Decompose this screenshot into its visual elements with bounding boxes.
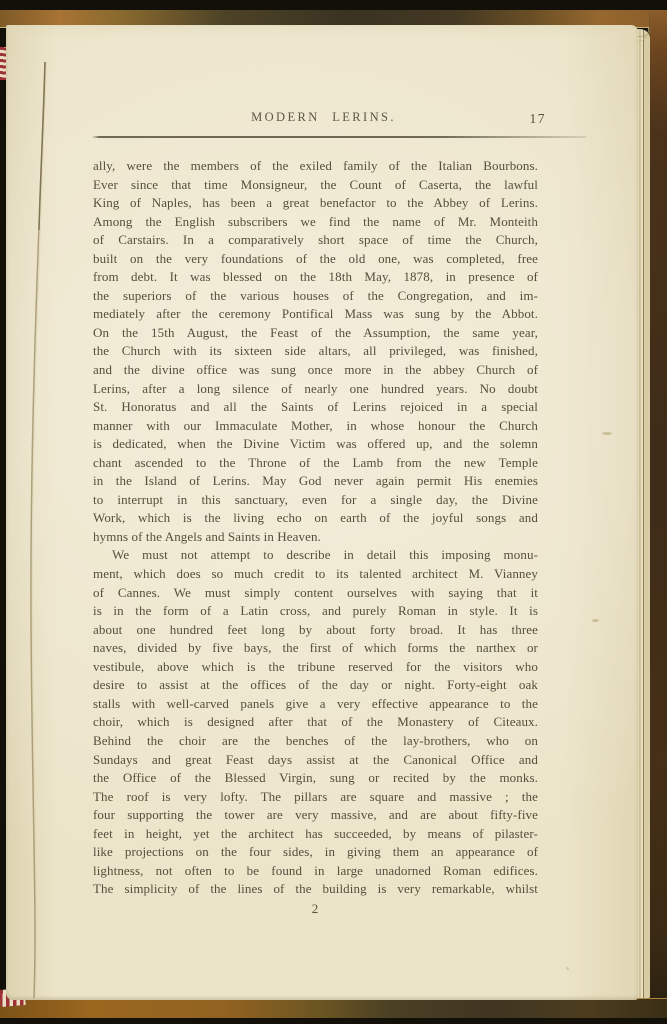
text-line: naves, divided by five bays, the first of which forms the narthex or [93,640,538,656]
text-line: manner with our Immaculate Mother, in whose honour the Church [93,417,538,433]
text-line: We must not attempt to describe in detail this imposing monu- [112,547,538,563]
running-header [93,110,546,127]
text-line: vestibule, above which is the tribune reserved for the visitors who [93,658,538,674]
text-line: built on the very foundations of the old one, was completed, free [93,250,538,266]
paragraph-2 [93,546,538,898]
text-line: Behind the choir are the benches of the lay-brothers, who on [93,732,538,748]
text-line: of Carstairs. In a comparatively short space of time the Church, [93,232,538,248]
text-line: ally, were the members of the exiled family of the Italian Bourbons. [93,158,538,173]
text-line: mediately after the ceremony Pontifical Mass was sung by the Abbot. [93,306,538,322]
text-line: St. Honoratus and all the Saints of Lerins rejoiced in a special [93,399,538,415]
text-line: to interrupt in this sanctuary, even for a single day, the Divine [93,491,538,507]
text-line: The roof is very lofty. The pillars are square and massive ; the [93,788,538,804]
text-line: the Office of the Blessed Virgin, sung or recited by the monks. [93,770,538,786]
text-line: about one hundred feet long by about forty broad. It has three [93,621,538,637]
foxing-speck [566,967,569,970]
text-line: Lerins, after a long silence of nearly one hundred years. No doubt [93,380,538,396]
text-line: the superiors of the various houses of the Congregation, and im- [93,287,538,303]
text-line: Work, which is the living echo on earth of the joyful songs and [93,510,538,526]
header-rule [92,136,586,138]
text-line: Sundays and great Feast days assist at the Canonical Office and [93,751,538,767]
text-line: in the Island of Lerins. May God never again permit His enemies [93,473,538,489]
text-line: and the divine office was sung once more in the abbey Church of [93,362,538,378]
book-page [6,25,638,1000]
foxing-speck [602,432,612,435]
text-line: hymns of the Angels and Saints in Heaven. [93,528,321,544]
text-line: is dedicated, when the Divine Victim was offered up, and the solemn [93,436,538,452]
text-line: ment, which does so much credit to its talented architect M. Vianney [93,566,538,582]
running-header-title: MODERN LERINS. [251,110,396,124]
text-line: like projections on the four sides, in giving them an appearance of [93,844,538,860]
text-line: of Cannes. We must simply content ourselves with saying that it [93,584,538,600]
text-line: The simplicity of the lines of the building is very remarkable, whilst [93,881,538,897]
text-line: Ever since that time Monsigneur, the Count of Caserta, the lawful [93,176,538,192]
text-line: feet in height, yet the architect has succeeded, by means of pilaster- [93,825,538,841]
text-line: chant ascended to the Throne of the Lamb from the new Temple [93,454,538,470]
book-cover-right-edge [649,12,667,1016]
text-line: the Church with its sixteen side altars, all privileged, was finished, [93,343,538,359]
text-line: choir, which is designed after that of the Monastery of Citeaux. [93,714,538,730]
text-line: desire to assist at the offices of the day or night. Forty-eight oak [93,677,538,693]
book-cover-bottom-edge [0,998,667,1018]
page-text [93,157,538,918]
text-line: is in the form of a Latin cross, and purely Roman in style. It is [93,603,538,619]
paragraph-1 [93,157,538,546]
text-line: stalls with well-carved panels give a very effective appearance to the [93,695,538,711]
signature-mark: 2 [311,900,320,916]
text-line: from debt. It was blessed on the 18th May, 1878, in presence of [93,269,538,285]
text-line: lightness, not often to be found in large unadorned Roman edifices. [93,862,538,878]
page-number: 17 [529,111,546,126]
text-line: four supporting the tower are very massive, and are about fifty-five [93,807,538,823]
text-line: Among the English subscribers we find the name of Mr. Monteith [93,213,538,229]
text-line: King of Naples, has been a great benefactor to the Abbey of Lerins. [93,195,538,211]
text-line: On the 15th August, the Feast of the Assumption, the same year, [93,324,538,340]
foxing-speck [592,619,599,622]
